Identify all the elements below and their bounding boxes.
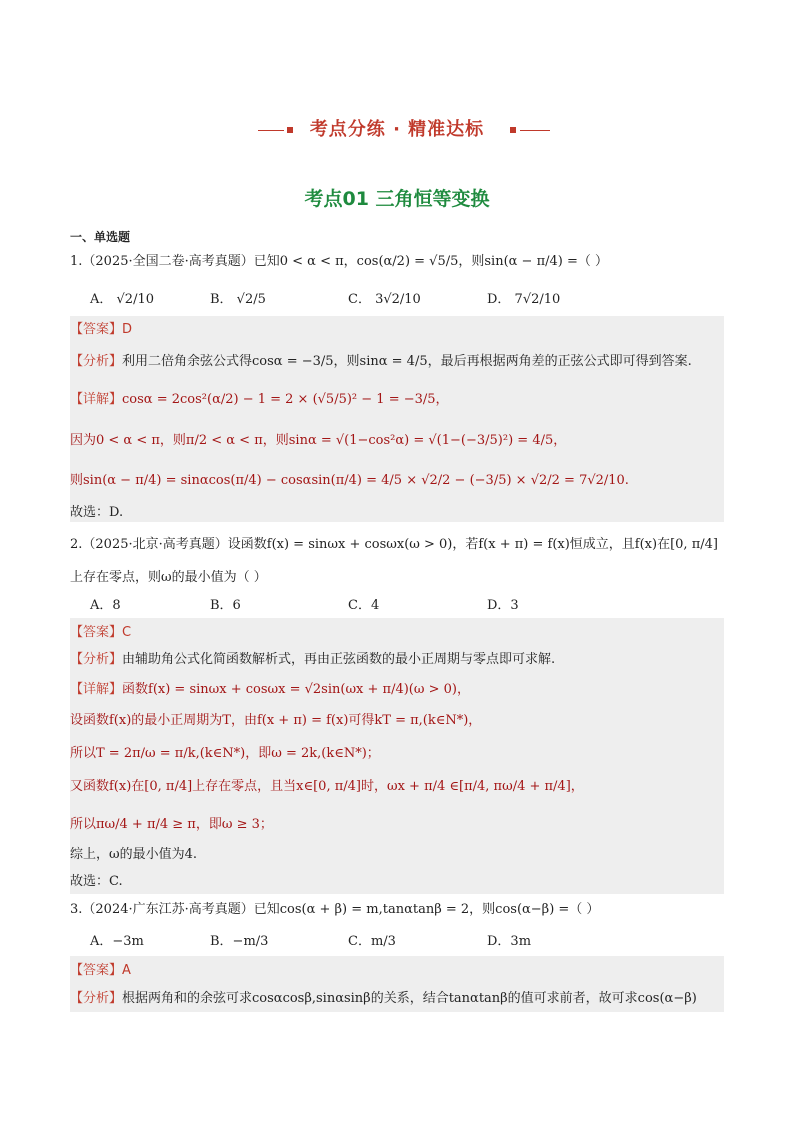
page-title: 考点01 三角恒等变换 (304, 188, 490, 210)
q1-option-b: B． √2/5 (210, 292, 266, 307)
q2-choice: 故选：C. (70, 874, 123, 889)
q1-detail-line-3: 则sin(α − π/4) = sinαcos(π/4) − cosαsin(π/4) = 4/5 × √2/2 − (−3/5) × √2/2 = 7√2/10. (70, 473, 629, 488)
q2-answer: 【答案】C (70, 625, 132, 640)
q1-option-d: D． 7√2/10 (487, 292, 561, 307)
q2-detail-line-6: 综上，ω的最小值为4. (70, 847, 198, 862)
q2-detail-line-1: 【详解】函数f(x) = sinωx + cosωx = √2sin(ωx + π/4)(ω > 0)， (70, 682, 470, 697)
q3-solution-block (70, 956, 724, 1012)
q2-option-a: A．8 (90, 598, 121, 613)
q3-option-d: D．3m (487, 934, 532, 949)
q1-solution-block (70, 316, 724, 522)
q2-detail-line-4: 又函数f(x)在[0, π/4]上存在零点，且当x∈[0, π/4]时，ωx + π/4 ∈[π/4, πω/4 + π/4]， (70, 779, 584, 794)
banner-title: 考点分练 · 精准达标 (309, 119, 485, 140)
page-banner (0, 113, 794, 145)
q1-detail-line-1: 【详解】cosα = 2cos²(α/2) − 1 = 2 × (√5/5)² − 1 = −3/5， (70, 392, 449, 407)
q2-detail-line-3: 所以T = 2π/ω = π/k,(k∈N*)，即ω = 2k,(k∈N*)； (70, 746, 380, 761)
q1-detail-line-2: 因为0 < α < π，则π/2 < α < π，则sinα = √(1−cos²α) = √(1−(−3/5)²) = 4/5， (70, 433, 567, 448)
q2-option-b: B．6 (210, 598, 241, 613)
q3-option-b: B．−m/3 (210, 934, 269, 949)
q1-option-c: C． 3√2/10 (348, 292, 421, 307)
question-3-stem: 3.（2024·广东江苏·高考真题）已知cos(α + β) = m,tanαtanβ = 2，则cos(α−β) =（ ） (70, 902, 600, 917)
banner-right-rule (520, 130, 550, 131)
question-2-stem-line-1: 2.（2025·北京·高考真题）设函数f(x) = sinωx + cosωx(ω > 0)，若f(x + π) = f(x)恒成立，且f(x)在[0, π/4] (70, 537, 718, 552)
q2-detail-line-2: 设函数f(x)的最小正周期为T，由f(x + π) = f(x)可得kT = π,(k∈N*)， (70, 713, 482, 728)
q1-analysis: 【分析】利用二倍角余弦公式得cosα = −3/5，则sinα = 4/5，最后再根据两角差的正弦公式即可得到答案. (70, 354, 692, 369)
banner-square-icon (510, 127, 516, 133)
q3-option-c: C．m/3 (348, 934, 396, 949)
question-1-stem: 1.（2025·全国二卷·高考真题）已知0 < α < π，cos(α/2) = √5/5，则sin(α − π/4) =（ ） (70, 254, 609, 269)
q2-detail-line-5: 所以πω/4 + π/4 ≥ π，即ω ≥ 3； (70, 817, 273, 832)
q1-choice: 故选：D. (70, 505, 124, 520)
q3-answer: 【答案】A (70, 963, 131, 978)
question-2-stem-line-2: 上存在零点，则ω的最小值为（ ） (70, 570, 267, 585)
q3-analysis: 【分析】根据两角和的余弦可求cosαcosβ,sinαsinβ的关系，结合tanαtanβ的值可求前者，故可求cos(α−β) (70, 991, 697, 1006)
q3-option-a: A．−3m (90, 934, 144, 949)
section-title: 一、单选题 (70, 230, 131, 244)
q2-solution-block (70, 618, 724, 894)
q2-analysis: 【分析】由辅助角公式化简函数解析式，再由正弦函数的最小正周期与零点即可求解. (70, 652, 556, 667)
q1-answer: 【答案】D (70, 322, 133, 337)
q2-option-c: C．4 (348, 598, 380, 613)
q1-option-a: A． √2/10 (90, 292, 154, 307)
q2-option-d: D．3 (487, 598, 519, 613)
